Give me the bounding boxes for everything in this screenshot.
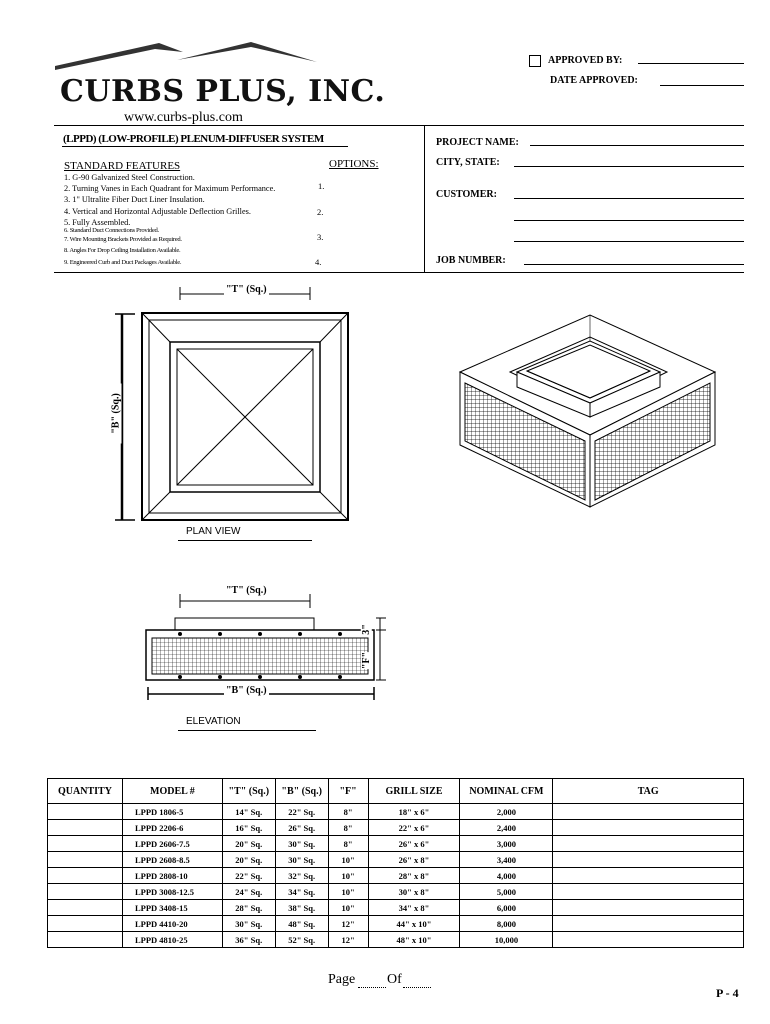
elev-3in-label: 3"	[360, 624, 372, 635]
job-number-label: JOB NUMBER:	[436, 255, 506, 266]
table-row	[48, 916, 744, 932]
tag-cell[interactable]	[553, 836, 744, 852]
spec-table	[47, 778, 744, 948]
b-cell: 38" Sq.	[275, 900, 328, 916]
of-label: Of	[387, 972, 402, 987]
option-1: 1.	[318, 181, 325, 191]
plan-view-label: PLAN VIEW	[186, 526, 241, 537]
model-cell: LPPD 2808-10	[122, 868, 222, 884]
b-cell: 30" Sq.	[275, 852, 328, 868]
feature-4: 4. Vertical and Horizontal Adjustable Deflection Grilles.	[64, 207, 251, 216]
page-label: Page	[328, 972, 356, 987]
isometric-drawing	[455, 295, 720, 515]
table-row	[48, 932, 744, 948]
b-cell: 34" Sq.	[275, 884, 328, 900]
approved-checkbox[interactable]	[529, 55, 541, 67]
grill-cell: 34" x 8"	[368, 900, 460, 916]
f-cell: 8"	[328, 820, 368, 836]
t-cell: 16" Sq.	[222, 820, 275, 836]
approved-by-field[interactable]	[638, 63, 744, 64]
quantity-cell[interactable]	[48, 884, 123, 900]
grill-cell: 48" x 10"	[368, 932, 460, 948]
f-cell: 12"	[328, 932, 368, 948]
grill-cell: 26" x 8"	[368, 852, 460, 868]
t-cell: 36" Sq.	[222, 932, 275, 948]
feature-6: 6. Standard Duct Connections Provided.	[64, 227, 159, 234]
elev-t-label: "T" (Sq.)	[226, 585, 267, 596]
title-underline	[62, 146, 348, 147]
header-nominal-cfm: NOMINAL CFM	[460, 779, 553, 804]
date-approved-label: DATE APPROVED:	[550, 75, 638, 86]
elev-f-label: "F"	[361, 651, 373, 670]
b-cell: 26" Sq.	[275, 820, 328, 836]
grill-cell: 18" x 6"	[368, 804, 460, 820]
b-cell: 48" Sq.	[275, 916, 328, 932]
header-f: "F"	[328, 779, 368, 804]
header-tag: TAG	[553, 779, 744, 804]
tag-cell[interactable]	[553, 932, 744, 948]
header-b: "B" (Sq.)	[275, 779, 328, 804]
t-cell: 20" Sq.	[222, 836, 275, 852]
model-cell: LPPD 2606-7.5	[122, 836, 222, 852]
cfm-cell: 10,000	[460, 932, 553, 948]
plan-view-underline	[178, 540, 312, 541]
table-row	[48, 900, 744, 916]
b-cell: 22" Sq.	[275, 804, 328, 820]
header-quantity: QUANTITY	[48, 779, 123, 804]
table-header-row	[48, 779, 744, 804]
cfm-cell: 4,000	[460, 868, 553, 884]
elev-b-label: "B" (Sq.)	[226, 685, 267, 696]
f-cell: 10"	[328, 852, 368, 868]
cfm-cell: 6,000	[460, 900, 553, 916]
t-cell: 28" Sq.	[222, 900, 275, 916]
feature-5: 5. Fully Assembled.	[64, 218, 131, 227]
standard-features-heading: STANDARD FEATURES	[64, 160, 181, 172]
b-cell: 32" Sq.	[275, 868, 328, 884]
table-row	[48, 820, 744, 836]
grill-cell: 30" x 8"	[368, 884, 460, 900]
tag-cell[interactable]	[553, 868, 744, 884]
f-cell: 8"	[328, 836, 368, 852]
job-number-field[interactable]	[524, 264, 744, 265]
company-website: www.curbs-plus.com	[124, 110, 243, 125]
date-approved-field[interactable]	[660, 85, 744, 86]
model-cell: LPPD 4810-25	[122, 932, 222, 948]
f-cell: 12"	[328, 916, 368, 932]
quantity-cell[interactable]	[48, 932, 123, 948]
cfm-cell: 5,000	[460, 884, 553, 900]
header-t: "T" (Sq.)	[222, 779, 275, 804]
t-cell: 22" Sq.	[222, 868, 275, 884]
cfm-cell: 2,000	[460, 804, 553, 820]
feature-3: 3. 1" Ultralite Fiber Duct Liner Insulation.	[64, 195, 205, 204]
quantity-cell[interactable]	[48, 868, 123, 884]
quantity-cell[interactable]	[48, 804, 123, 820]
product-title: (LPPD) (LOW-PROFILE) PLENUM-DIFFUSER SYSTEM	[63, 133, 324, 145]
grill-cell: 44" x 10"	[368, 916, 460, 932]
tag-cell[interactable]	[553, 900, 744, 916]
plan-view-drawing	[110, 280, 360, 525]
model-cell: LPPD 3408-15	[122, 900, 222, 916]
city-state-field[interactable]	[514, 166, 744, 167]
approved-by-label: APPROVED BY:	[548, 55, 623, 66]
model-cell: LPPD 4410-20	[122, 916, 222, 932]
feature-7: 7. Wire Mounting Brackets Provided as Required.	[64, 236, 182, 243]
elevation-label: ELEVATION	[186, 716, 241, 727]
options-heading: OPTIONS:	[329, 158, 379, 170]
table-row	[48, 852, 744, 868]
cfm-cell: 3,400	[460, 852, 553, 868]
option-2: 2.	[317, 207, 324, 217]
feature-1: 1. G-90 Galvanized Steel Construction.	[64, 173, 195, 182]
tag-cell[interactable]	[553, 916, 744, 932]
project-name-label: PROJECT NAME:	[436, 137, 519, 148]
f-cell: 10"	[328, 884, 368, 900]
b-cell: 30" Sq.	[275, 836, 328, 852]
grill-cell: 28" x 8"	[368, 868, 460, 884]
page-current-field[interactable]	[358, 987, 386, 988]
table-row	[48, 836, 744, 852]
customer-field-2[interactable]	[514, 220, 744, 221]
feature-8: 8. Angles For Drop Ceiling Installation Available.	[64, 247, 181, 254]
header-model: MODEL #	[122, 779, 222, 804]
grill-cell: 26" x 6"	[368, 836, 460, 852]
model-cell: LPPD 2608-8.5	[122, 852, 222, 868]
tag-cell[interactable]	[553, 884, 744, 900]
model-cell: LPPD 2206-6	[122, 820, 222, 836]
tag-cell[interactable]	[553, 804, 744, 820]
quantity-cell[interactable]	[48, 900, 123, 916]
table-row	[48, 868, 744, 884]
b-cell: 52" Sq.	[275, 932, 328, 948]
quantity-cell[interactable]	[48, 916, 123, 932]
feature-9: 9. Engineered Curb and Duct Packages Available.	[64, 259, 182, 266]
t-cell: 20" Sq.	[222, 852, 275, 868]
quantity-cell[interactable]	[48, 820, 123, 836]
customer-label: CUSTOMER:	[436, 189, 497, 200]
tag-cell[interactable]	[553, 852, 744, 868]
page-number: P - 4	[716, 986, 739, 1000]
plan-t-label: "T" (Sq.)	[226, 284, 267, 295]
model-cell: LPPD 3008-12.5	[122, 884, 222, 900]
header-grill-size: GRILL SIZE	[368, 779, 460, 804]
page-total-field[interactable]	[403, 987, 431, 988]
customer-field-3[interactable]	[514, 241, 744, 242]
f-cell: 10"	[328, 900, 368, 916]
cfm-cell: 8,000	[460, 916, 553, 932]
elevation-underline	[178, 730, 316, 731]
logo-roof-icon	[55, 40, 325, 72]
plan-b-label: "B" (Sq.)	[111, 384, 122, 444]
option-4: 4.	[315, 257, 322, 267]
quantity-cell[interactable]	[48, 836, 123, 852]
cfm-cell: 3,000	[460, 836, 553, 852]
cfm-cell: 2,400	[460, 820, 553, 836]
city-state-label: CITY, STATE:	[436, 157, 500, 168]
quantity-cell[interactable]	[48, 852, 123, 868]
f-cell: 10"	[328, 868, 368, 884]
grill-cell: 22" x 6"	[368, 820, 460, 836]
feature-2: 2. Turning Vanes in Each Quadrant for Maximum Performance.	[64, 184, 276, 193]
option-3: 3.	[317, 232, 324, 242]
model-cell: LPPD 1806-5	[122, 804, 222, 820]
tag-cell[interactable]	[553, 820, 744, 836]
t-cell: 30" Sq.	[222, 916, 275, 932]
f-cell: 8"	[328, 804, 368, 820]
table-row	[48, 884, 744, 900]
table-row	[48, 804, 744, 820]
header-divider	[424, 125, 425, 272]
customer-field-1[interactable]	[514, 198, 744, 199]
t-cell: 14" Sq.	[222, 804, 275, 820]
company-name: CURBS PLUS, INC.	[60, 74, 386, 109]
project-name-field[interactable]	[530, 145, 744, 146]
t-cell: 24" Sq.	[222, 884, 275, 900]
